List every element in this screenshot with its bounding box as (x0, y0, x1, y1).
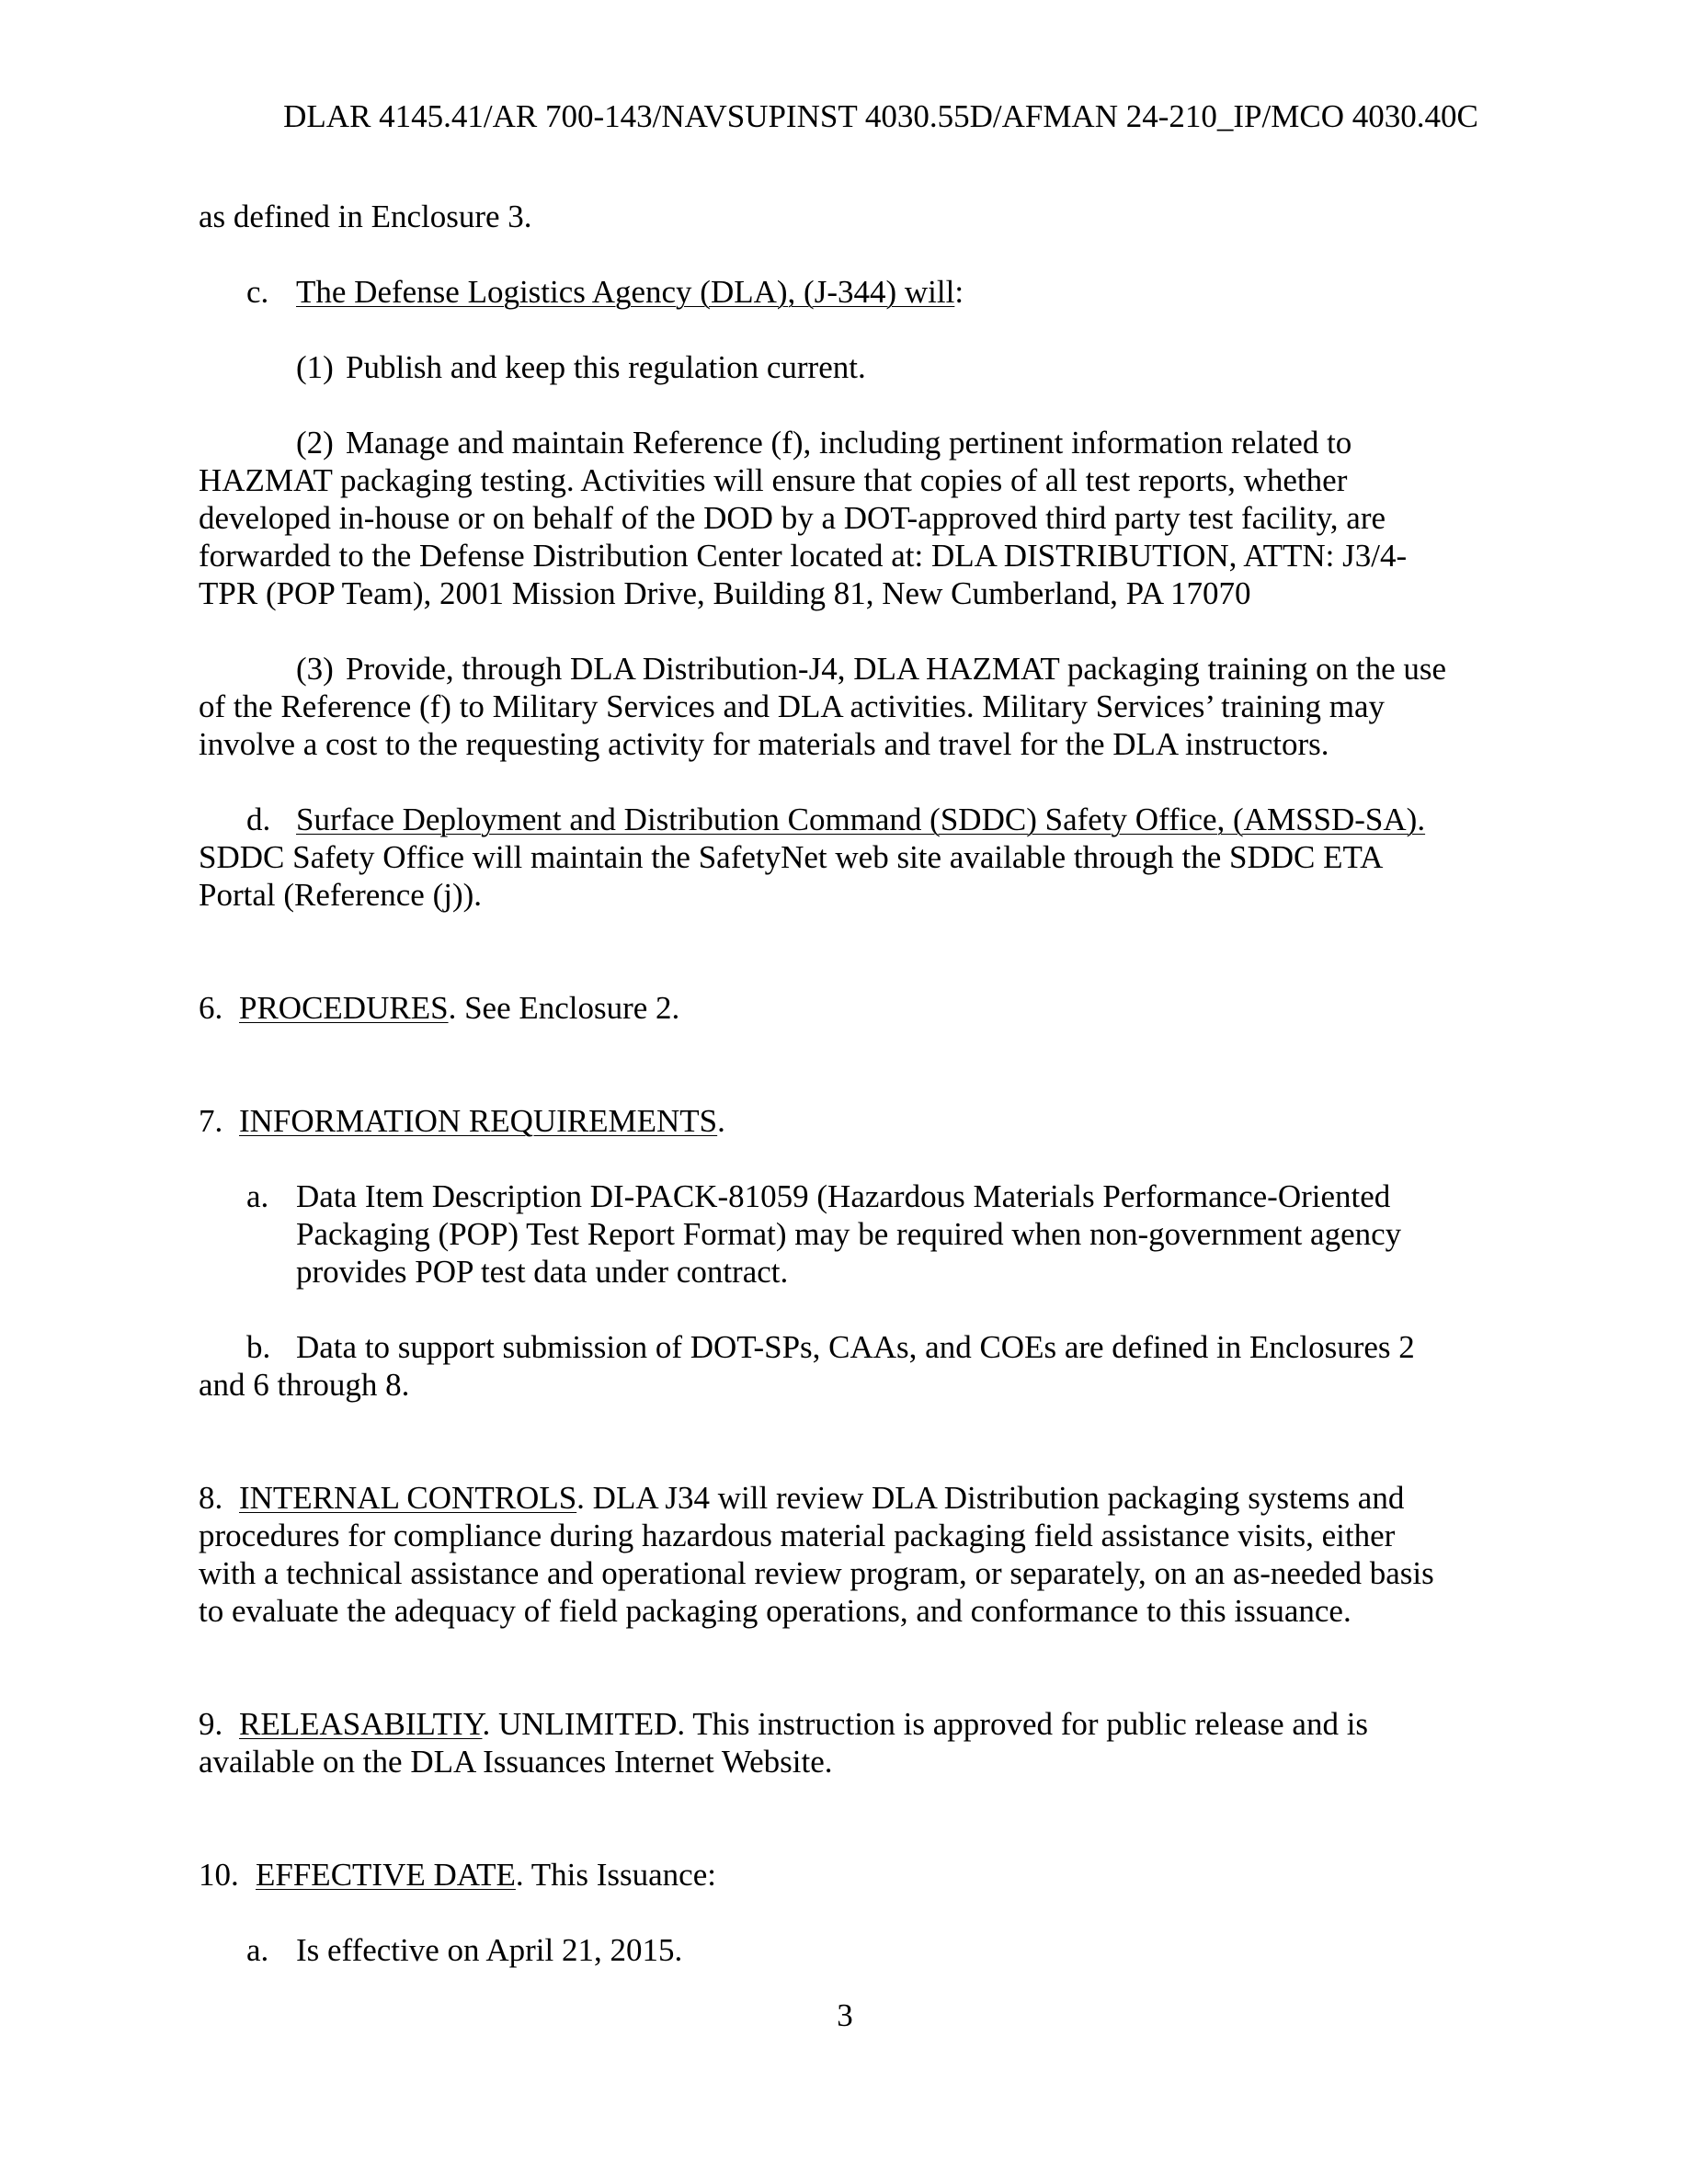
item-label: (1) (296, 349, 334, 385)
section-c-item-2: (2) Manage and maintain Reference (f), including pertinent information related to HAZMAT packaging testing. Activities will ensure that copies of all test reports, whether developed in-house or on behalf of the DOD by a DOT-approved third party test facility, are forwarded to the Defense Distribution Center located at: DLA DISTRIBUTION, ATTN: J3/4- TPR (POP Team), 2001 Mission Drive, Building 81, New Cumberland, PA 17070 (199, 425, 1408, 611)
continuation-text: as defined in Enclosure 3. (199, 199, 532, 234)
section-c-title: The Defense Logistics Agency (DLA), (J-344) will (296, 274, 955, 310)
section-number: 10. (199, 1857, 239, 1893)
section-number: 9. (199, 1706, 223, 1742)
item-label: b. (246, 1329, 271, 1365)
section-10-item-a: a. Is effective on April 21, 2015. (246, 1932, 683, 1968)
document-header: DLAR 4145.41/AR 700-143/NAVSUPINST 4030.55D/AFMAN 24-210_IP/MCO 4030.40C (283, 98, 1478, 134)
section-c-heading: c. The Defense Logistics Agency (DLA), (J-344) will: (246, 274, 964, 310)
page-number: 3 (837, 1997, 853, 2033)
section-number: 8. (199, 1480, 223, 1516)
section-6-title: PROCEDURES (239, 990, 449, 1026)
section-7-title: INFORMATION REQUIREMENTS (239, 1103, 718, 1139)
section-c-item-3: (3) Provide, through DLA Distribution-J4, DLA HAZMAT packaging training on the use of the Reference (f) to Military Services and DLA activities. Military Services’ training may involve a cost to the requesting activity for materials and travel for the DLA instructors. (199, 651, 1447, 762)
section-7: 7. INFORMATION REQUIREMENTS. (199, 1103, 725, 1139)
section-c-item-1: (1) Publish and keep this regulation current. (296, 349, 866, 385)
section-d-title: Surface Deployment and Distribution Command (SDDC) Safety Office, (AMSSD-SA). (296, 802, 1426, 837)
section-number: 6. (199, 990, 223, 1026)
section-number: 7. (199, 1103, 223, 1139)
section-d: d. Surface Deployment and Distribution Command (SDDC) Safety Office, (AMSSD-SA). SDDC Safety Office will maintain the SafetyNet web site available through the SDDC ETA Portal (Reference (j)). (199, 802, 1426, 913)
section-7-item-b: b. Data to support submission of DOT-SPs, CAAs, and COEs are defined in Enclosures 2 and 6 through 8. (199, 1329, 1415, 1403)
section-9: 9. RELEASABILTIY. UNLIMITED. This instruction is approved for public release and is available on the DLA Issuances Internet Website. (199, 1706, 1369, 1780)
item-label: a. (246, 1178, 269, 1214)
item-label: (3) (296, 651, 334, 687)
item-label: a. (246, 1932, 269, 1968)
section-10: 10. EFFECTIVE DATE. This Issuance: (199, 1857, 716, 1893)
section-9-title: RELEASABILTIY (239, 1706, 483, 1742)
section-d-label: d. (246, 802, 271, 837)
section-10-title: EFFECTIVE DATE (256, 1857, 516, 1893)
section-8-title: INTERNAL CONTROLS (239, 1480, 577, 1516)
section-7-item-a: a. Data Item Description DI-PACK-81059 (Hazardous Materials Performance-Oriented Packaging (POP) Test Report Format) may be required when non-government agency provides POP test data under contract. (246, 1178, 1402, 1290)
section-c-label: c. (246, 274, 269, 310)
item-label: (2) (296, 425, 334, 461)
section-8: 8. INTERNAL CONTROLS. DLA J34 will review DLA Distribution packaging systems and procedures for compliance during hazardous material packaging field assistance visits, either with a technical assistance and operational review program, or separately, on an as-needed basis to evaluate the adequacy of field packaging operations, and conformance to this issuance. (199, 1480, 1434, 1629)
section-6: 6. PROCEDURES. See Enclosure 2. (199, 990, 680, 1026)
